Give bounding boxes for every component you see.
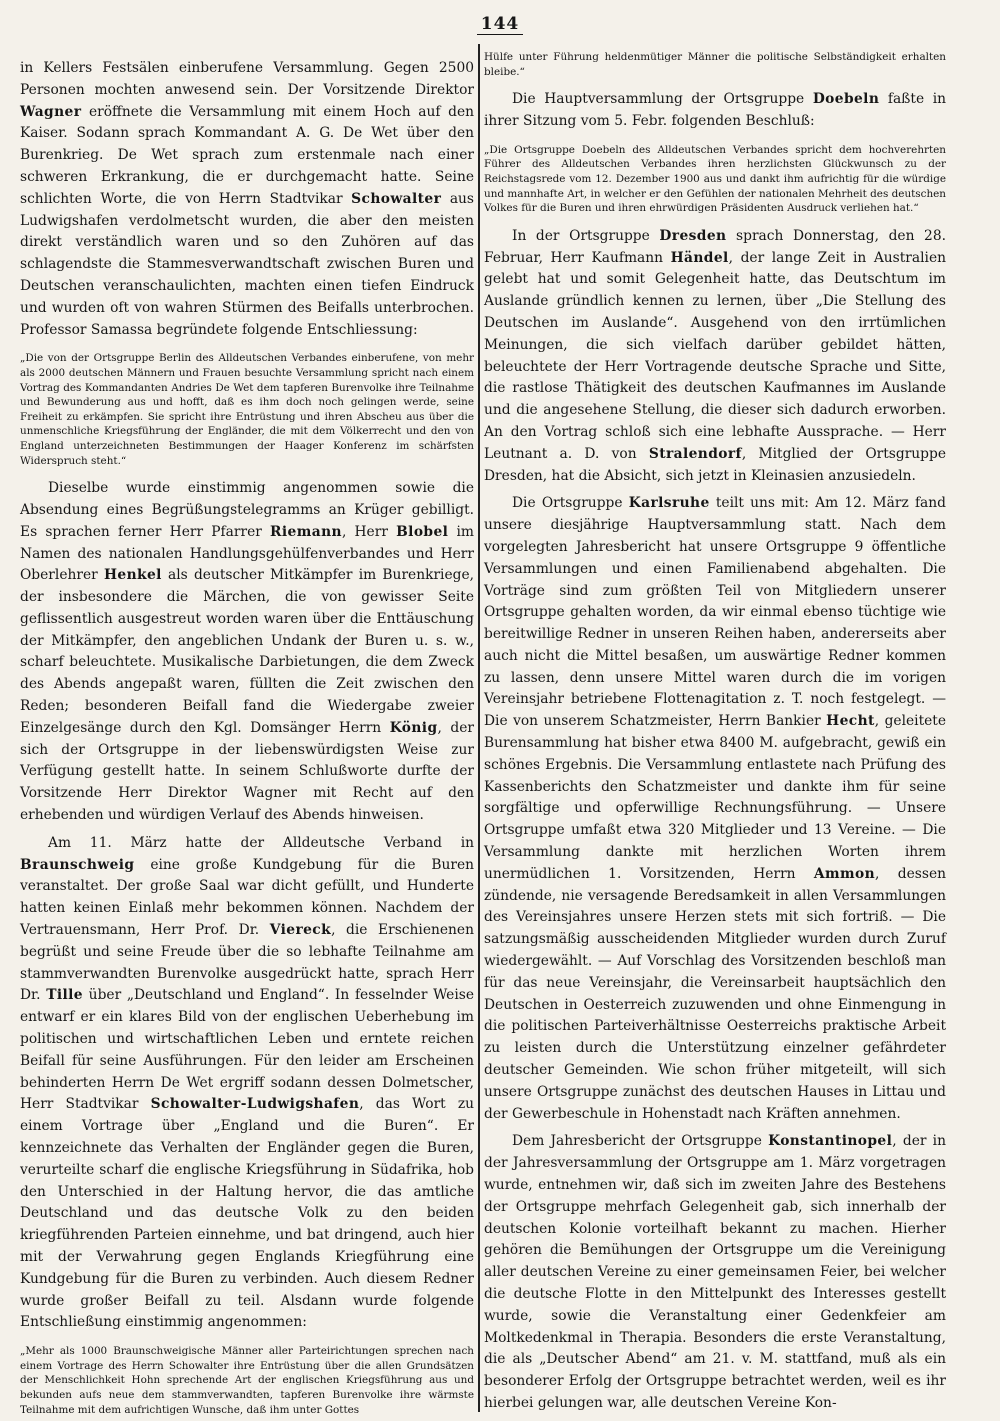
text-run: Dieselbe wurde einstimmig angenommen sowie die Absendung eines Begrüßungstelegramms an Krüger gebilligt. Es sprachen ferner Herr Pfarrer: [20, 480, 474, 540]
text-run: , Herr: [341, 523, 397, 540]
emphasized-name: Hecht: [826, 713, 875, 730]
emphasized-name: Henkel: [103, 567, 162, 584]
resolution-quote: [20, 1344, 474, 1417]
text-run: „Die von der Ortsgruppe Berlin des Alldeutschen Verbandes einberufene, von mehr als 2000 deutschen Männern und Frauen besuchte Versammlung spricht nach einem Vortrag des Kommandanten Andries De Wet dem tapferen Burenvolke ihre Teilnahme und Bewunderung aus und hofft, daß es ihm doch noch gelingen werde, seine Freiheit zu erkämpfen. Sie spricht ihre Entrüstung und ihren Abscheu aus über die unmenschliche Kriegsführung der Engländer, die mit dem Völkerrecht und den von England unterzeichneten Bestimmungen der Haager Konferenz im schärfsten Widerspruch steht.“: [20, 352, 474, 467]
resolution-quote: [484, 50, 946, 79]
text-run: Dem Jahresbericht der Ortsgruppe: [512, 1133, 769, 1150]
article-paragraph: [20, 58, 474, 341]
emphasized-name: Schowalter-Ludwigshafen: [150, 1096, 360, 1113]
text-run: in Kellers Festsälen einberufene Versammlung. Gegen 2500 Personen mochten anwesend sein. Der Vorsitzende Direktor: [20, 60, 474, 98]
text-run: , dessen zündende, nie versagende Beredsamkeit in allen Versammlungen des Vereinsjahres unsere Herzen stets mit sich fortriß. — Die satzungsmäßig ausscheidenden Mitglieder wurden durch Zuruf wiedergewählt. — Auf Vorschlag des Vorsitzenden beschloß man für das neue Vereinsjahr, die Vereinsarbeit hauptsächlich den Deutschen in Oesterreich zuzuwenden und ohne Einmengung in die politischen Parteiverhältnisse Oesterreichs praktische Arbeit zu leisten durch die Unterstützung einzelner gefährdeter deutscher Gemeinden. Wie schon früher mitgeteilt, will sich unsere Ortsgruppe zunächst des deutschen Hauses in Littau und der Gewerbeschule in Hohenstadt nach Kräften annehmen.: [484, 865, 946, 1122]
resolution-quote: [20, 351, 474, 468]
emphasized-name: Doebeln: [812, 91, 880, 108]
text-run: eröffnete die Versammlung mit einem Hoch auf den Kaiser. Sodann sprach Kommandant A. G. De Wet über den Burenkrieg. De Wet sprach zum erstenmale nach einer schweren Erkrankung, die er durchgemacht hatte. Seine schlichten Worte, die von Herrn Stadtvikar: [20, 103, 474, 207]
text-run: Hülfe unter Führung heldenmütiger Männer die politische Selbständigkeit erhalten bleibe.“: [484, 51, 946, 78]
text-run: , der in der Jahresversammlung der Ortsgruppe am 1. März vorgetragen wurde, entnehmen wir, daß sich im zweiten Jahre des Bestehens der Ortsgruppe mehrfach Gelegenheit gab, sich innerhalb der deutschen Kolonie vorteilhaft bekannt zu machen. Hierher gehören die Bemühungen der Ortsgruppe um die Vereinigung aller deutschen Vereine zu einer gemeinsamen Feier, bei welcher die deutsche Flotte in den Mittelpunkt des Interesses gestellt wurde, sowie die Veranstaltung einer Gedenkfeier am Moltkedenkmal in Therapia. Besonders die erste Veranstaltung, die als „Deutscher Abend“ am 21. v. M. stattfand, muß als ein besonderer Erfolg der Ortsgruppe betrachtet werden, weil es ihr hierbei gelungen war, alle deutschen Vereine Kon-: [484, 1133, 946, 1411]
emphasized-name: Karlsruhe: [628, 495, 710, 512]
text-run: , Mitglied der Ortsgruppe Dresden, hat die Absicht, sich jetzt in Kleinasien anzusiedeln.: [484, 445, 947, 484]
article-paragraph: [20, 478, 474, 827]
text-run: , geleitete Burensammlung hat bisher etwa 8400 M. aufgebracht, gewiß ein schönes Ergebnis. Die Versammlung entlastete nach Prüfung des Kassenberichts den Schatzmeister und dankte ihm für seine sorgfältige und opferwillige Rechnungsführung. — Unsere Ortsgruppe umfaßt etwa 320 Mitglieder und 13 Vereine. — Die Versammlung dankte mit herzlichen Worten ihrem unermüdlichen 1. Vorsitzenden, Herrn: [484, 713, 947, 882]
emphasized-name: Dresden: [659, 227, 727, 244]
text-run: faßte in ihrer Sitzung vom 5. Febr. folgenden Beschluß:: [484, 91, 946, 129]
article-paragraph: [484, 226, 946, 488]
text-run: , das Wort zu einem Vortrage über „England und die Buren“. Er kennzeichnete das Verhalten der Engländer gegen die Buren, verurteilte scharf die englische Kriegsführung in Südafrika, hob den Unterschied in der Haltung hervor, die das amtliche Deutschland und das deutsche Volk zu den beiden kriegführenden Parteien einnehme, und bat dringend, auch hier mit der Verwahrung gegen Englands Kriegführung eine Kundgebung für die Buren zu verbinden. Auch diesem Redner wurde großer Beifall zu teil. Alsdann wurde folgende Entschließung einstimmig angenommen:: [20, 1096, 474, 1331]
emphasized-name: König: [389, 719, 438, 736]
resolution-quote: [484, 143, 946, 216]
text-run: Die Hauptversammlung der Ortsgruppe: [512, 91, 813, 108]
emphasized-name: Händel: [670, 249, 729, 266]
emphasized-name: Blobel: [396, 523, 449, 540]
text-run: „Die Ortsgruppe Doebeln des Alldeutschen Verbandes spricht dem hochverehrten Führer des Alldeutschen Verbandes ihren herzlichsten Glückwunsch zu der Reichstagsrede vom 12. Dezember 1900 aus und dankt ihm aufrichtig für die würdige und mannhafte Art, in welcher er den Gefühlen der nationalen Mehrheit des deutschen Volkes für die Buren und ihren ehrwürdigen Präsidenten Ausdruck verliehen hat.“: [484, 143, 946, 215]
emphasized-name: Konstantinopel: [768, 1133, 893, 1150]
article-paragraph: [484, 493, 946, 1125]
emphasized-name: Stralendorf: [648, 445, 742, 462]
text-run: , der lange Zeit in Australien gelebt hat und somit Gelegenheit hatte, das Deutschtum im Auslande gründlich kennen zu lernen, über „Die Stellung des Deutschen im Auslande“. Ausgehend von den irrtümlichen Meinungen, die sich vielfach darüber gebildet hätten, beleuchtete der Herr Vortragende deutsche Sprache und Sitte, die rastlose Thätigkeit des deutschen Kaufmannes im Auslande und die angesehene Stellung, die dieser sich dadurch erworben. An den Vortrag schloß sich eine lebhafte Aussprache. — Herr Leutnant a. D. von: [484, 249, 946, 462]
text-run: teilt uns mit: Am 12. März fand unsere diesjährige Hauptversammlung statt. Nach dem vorgelegten Jahresbericht hat unsere Ortsgruppe 9 öffentliche Versammlungen und einen Familienabend abgehalten. Die Vorträge sind zum größten Teil von Mitgliedern unserer Ortsgruppe gehalten worden, da wir einmal ebenso tüchtige wie bereitwillige Redner in unseren Reihen haben, andererseits aber auch nicht die Mittel besaßen, um auswärtige Redner kommen zu lassen, denn unsere Mittel waren durch die im vorigen Vereinsjahr betriebene Flottenagitation z. T. noch festgelegt. — Die von unserem Schatzmeister, Herrn Bankier: [484, 495, 946, 730]
emphasized-name: Schowalter: [351, 190, 442, 207]
text-run: im Namen des nationalen Handlungsgehülfenverbandes und Herr Oberlehrer: [20, 523, 474, 584]
text-run: In der Ortsgruppe: [512, 227, 660, 244]
text-run: über „Deutschland und England“. In fesselnder Weise entwarf er ein klares Bild von der englischen Ueberhebung im politischen und wirtschaftlichen Leben und erntete reichen Beifall für seine Ausführungen. Für den leider am Erscheinen behinderten Herrn De Wet ergriff sodann dessen Dolmetscher, Herr Stadtvikar: [20, 987, 474, 1113]
text-run: „Mehr als 1000 Braunschweigische Männer aller Parteirichtungen sprechen nach einem Vortrage des Herrn Schowalter ihre Entrüstung über die allen Grundsätzen der Menschlichkeit Hohn sprechende Art der englischen Kriegsführung aus und bekunden aufs neue dem stammverwandten, tapferen Burenvolke ihre wärmste Teilnahme mit dem aufrichtigen Wunsche, daß ihm unter Gottes: [20, 1345, 474, 1416]
text-run: Am 11. März hatte der Alldeutsche Verband in: [48, 834, 474, 851]
column-divider: [478, 44, 480, 1412]
text-run: aus Ludwigshafen verdolmetscht wurden, die aber den meisten direkt verständlich waren und so den Zuhören auf das schlagendste die Stammesverwandtschaft zwischen Buren und Deutschen veranschaulichten, machten einen tiefen Eindruck und wurden oft von wahren Stürmen des Beifalls unterbrochen. Professor Samassa begründete folgende Entschliessung:: [20, 190, 475, 338]
emphasized-name: Braunschweig: [20, 856, 135, 873]
emphasized-name: Ammon: [813, 865, 876, 882]
emphasized-name: Tille: [46, 987, 83, 1004]
emphasized-name: Wagner: [20, 103, 82, 120]
right-column: [484, 50, 947, 1411]
left-column: [20, 58, 475, 1416]
article-paragraph: [484, 1131, 946, 1414]
text-run: eine große Kundgebung für die Buren veranstaltet. Der große Saal war dicht gefüllt, und Hunderte hatten keinen Einlaß mehr bekommen können. Nachdem der Vertrauensmann, Herr Prof. Dr.: [20, 856, 474, 939]
text-run: als deutscher Mitkämpfer im Burenkriege, der insbesondere die Märchen, die von gewisser Seite geflissentlich ausgestreut worden waren über die Enttäuschung der Mitkämpfer, den angeblichen Undank der Buren u. s. w., scharf beleuchtete. Musikalische Darbietungen, die dem Zweck des Abends angepaßt waren, füllten die Zeit zwischen den Reden; besonderen Beifall fand die Wiedergabe zweier Einzelgesänge durch den Kgl. Domsänger Herrn: [20, 567, 475, 736]
text-run: Die Ortsgruppe: [512, 495, 629, 512]
article-paragraph: [20, 833, 474, 1334]
text-run: , die Erschienenen begrüßt und seine Freude über die so lebhafte Teilnahme am stammverwandten Burenvolke ausgedrückt hatte, sprach Herr Dr.: [20, 922, 474, 1004]
text-run: , der sich der Ortsgruppe in der liebenswürdigsten Weise zur Verfügung gestellt hatte. In seinem Schlußworte durfte der Vorsitzende Herr Direktor Wagner mit Recht auf den erhebenden und würdigen Verlauf des Abends hinweisen.: [20, 719, 474, 824]
emphasized-name: Riemann: [270, 523, 342, 540]
page-number: 144: [0, 14, 1000, 34]
article-paragraph: [484, 89, 946, 133]
text-run: sprach Donnerstag, den 28. Februar, Herr Kaufmann: [484, 227, 946, 266]
emphasized-name: Viereck: [269, 922, 332, 939]
